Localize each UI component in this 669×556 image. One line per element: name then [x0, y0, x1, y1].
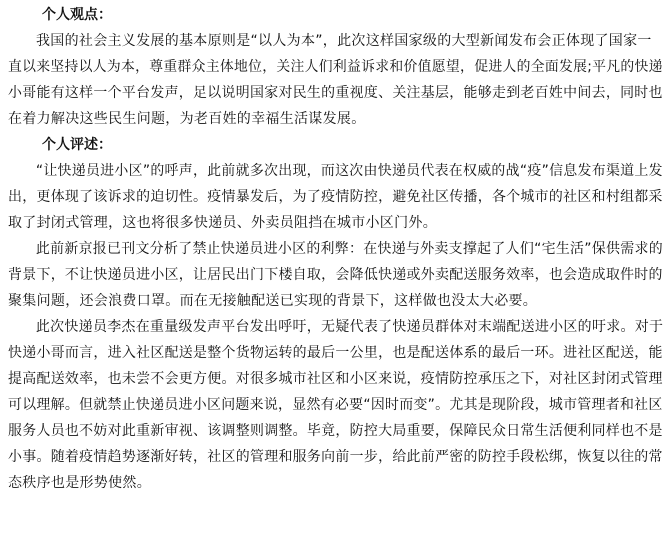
- paragraph-line: 我国的社会主义发展的基本原则是“以人为本”，此次这样国家级的大型新闻发布会正体现了国家一: [36, 33, 652, 49]
- paragraph-line: 聚集问题，还会浪费口罩。而在无接触配送已实现的背景下，这样做也没太大必要。: [8, 293, 538, 309]
- paragraph-line: 服务人员也不妨对此重新审视、该调整则调整。毕竟，防控大局重要，保障民众日常生活便利同样也不是: [8, 423, 663, 439]
- commentary-paragraph-2: [8, 236, 663, 314]
- paragraph-line: 在着力解决这些民生问题，为老百姓的幸福生活谋发展。: [8, 111, 366, 127]
- paragraph-line: 出，更体现了该诉求的迫切性。疫情暴发后，为了疫情防控，避免社区传播，各个城市的社区和村组都采: [8, 189, 663, 205]
- paragraph-line: 此次快递员李杰在重量级发声平台发出呼吁，无疑代表了快递员群体对末端配送进小区的吁求。对于: [35, 319, 664, 335]
- paragraph-line: 快递小哥而言，进入社区配送是整个货物运转的最后一公里，也是配送体系的最后一环。进社区配送，能: [8, 345, 663, 361]
- paragraph-line: “让快递员进小区”的呼声，此前就多次出现，而这次由快递员代表在权威的战“疫”信息发布渠道上发: [35, 163, 663, 179]
- paragraph-line: 此前新京报已刊文分析了禁止快递员进小区的利弊：在快递与外卖支撑起了人们“宅生活”保供需求的: [35, 241, 663, 257]
- paragraph-line: 态秩序也是形势使然。: [8, 475, 151, 491]
- paragraph-line: 小事。随着疫情趋势逐渐好转，社区的管理和服务向前一步，给此前严密的防控手段松绑，恢复以往的常: [8, 449, 663, 465]
- paragraph-line: 背景下，不让快递员进小区，让居民出门下楼自取，会降低快递或外卖配送服务效率，也会造成取件时的: [8, 267, 663, 283]
- paragraph-line: 取了封闭式管理，这也将很多快递员、外卖员阻挡在城市小区门外。: [8, 215, 437, 231]
- commentary-paragraph-3: [8, 314, 663, 496]
- section-heading-commentary: 个人评述：: [42, 137, 112, 153]
- paragraph-line: 小哥能有这样一个平台发声，足以说明国家对民生的重视度、关注基层，能够走到老百姓中间去，同时也: [8, 85, 663, 101]
- opinion-paragraph: [8, 28, 663, 132]
- paragraph-line: 直以来坚持以人为本，尊重群众主体地位，关注人们利益诉求和价值愿望，促进人的全面发展;平凡的快递: [8, 59, 663, 75]
- paragraph-line: 提高配送效率，也未尝不会更方便。对很多城市社区和小区来说，疫情防控承压之下，对社区封闭式管理: [8, 371, 663, 387]
- commentary-paragraph-1: [8, 158, 663, 236]
- paragraph-line: 可以理解。但就禁止快递员进小区问题来说，显然有必要“因时而变”。尤其是现阶段，城市管理者和社区: [8, 397, 663, 413]
- section-heading-opinion: 个人观点：: [42, 7, 112, 23]
